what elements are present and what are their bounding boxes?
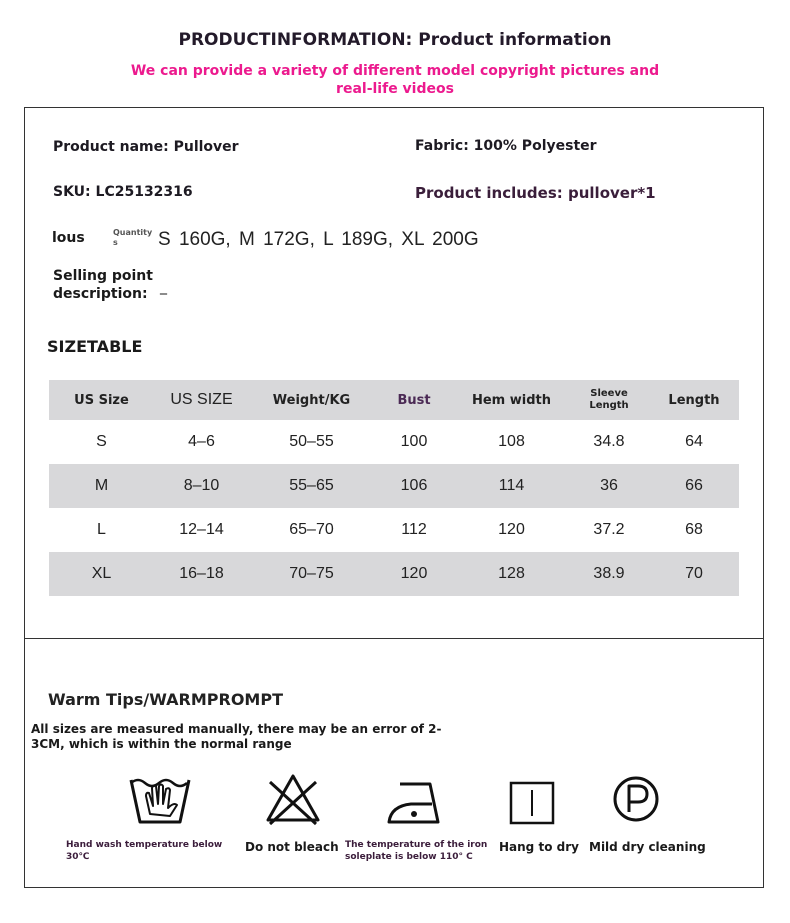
care-label-iron: The temperature of the iron soleplate is below 110° C xyxy=(345,840,488,862)
product-fabric: Fabric: 100% Polyester xyxy=(415,138,597,154)
table-cell: 4–6 xyxy=(188,433,215,450)
table-cell: 50–55 xyxy=(289,433,334,450)
weight-tiny-label: Quantity s xyxy=(113,228,153,247)
table-cell: 114 xyxy=(498,477,525,494)
product-name: Product name: Pullover xyxy=(53,139,239,155)
table-cell: 55–65 xyxy=(289,477,334,494)
dry-clean-icon xyxy=(611,774,661,824)
table-cell: 36 xyxy=(600,477,618,494)
table-row xyxy=(49,464,739,508)
weight-label: lous xyxy=(52,230,85,246)
care-label-hang: Hang to dry xyxy=(499,840,579,854)
table-cell: 70 xyxy=(685,565,703,582)
table-cell: 70–75 xyxy=(289,565,334,582)
table-cell: L xyxy=(97,521,106,538)
do-not-bleach-icon xyxy=(264,772,322,826)
warm-tips-heading: Warm Tips/WARMPROMPT xyxy=(48,690,283,709)
table-cell: M xyxy=(94,477,109,494)
warm-tips-text: All sizes are measured manually, there may be an error of 2-3CM, which is within the normal range xyxy=(31,722,442,751)
table-row xyxy=(49,552,739,596)
table-cell: 120 xyxy=(400,565,428,582)
care-label-hand-wash: Hand wash temperature below 30℃ xyxy=(66,840,223,862)
table-cell: XL xyxy=(91,565,112,582)
care-label-bleach: Do not bleach xyxy=(245,840,339,854)
table-row xyxy=(49,508,739,552)
table-row xyxy=(49,420,739,464)
col-weight: Weight/KG xyxy=(272,392,351,408)
table-cell: 38.9 xyxy=(593,565,625,582)
page-title: PRODUCTINFORMATION: Product information xyxy=(178,30,612,50)
col-us-size-range: US SIZE xyxy=(170,391,233,408)
table-cell: 64 xyxy=(685,433,703,450)
product-includes: Product includes: pullover*1 xyxy=(415,184,656,202)
table-cell: 65–70 xyxy=(289,521,334,538)
size-table-header-row xyxy=(49,380,739,420)
table-cell: 120 xyxy=(498,521,525,538)
size-table xyxy=(49,380,739,596)
product-sku: SKU: LC25132316 xyxy=(53,184,193,200)
table-cell: 112 xyxy=(401,521,427,538)
table-cell: 8–10 xyxy=(183,477,220,494)
size-table-heading: SIZETABLE xyxy=(47,337,143,356)
table-cell: 106 xyxy=(400,477,428,494)
selling-point-label: Selling point description: xyxy=(53,268,153,302)
selling-point-value: _ xyxy=(160,279,167,295)
iron-icon xyxy=(386,780,444,826)
hand-wash-icon xyxy=(128,774,192,826)
hang-dry-icon xyxy=(508,780,556,826)
table-cell: 37.2 xyxy=(593,521,625,538)
col-length: Length xyxy=(668,392,720,408)
col-hem-width: Hem width xyxy=(471,392,551,408)
col-us-size: US Size xyxy=(74,392,129,408)
table-cell: 66 xyxy=(685,477,703,494)
table-cell: 12–14 xyxy=(179,521,224,538)
table-cell: 68 xyxy=(685,521,703,538)
col-bust: Bust xyxy=(397,392,431,408)
table-cell: S xyxy=(96,433,107,450)
weight-values: S 160G, M 172G, L 189G, XL 200G xyxy=(158,229,479,250)
table-cell: 108 xyxy=(498,433,525,450)
col-sleeve-length: Sleeve Length xyxy=(589,388,629,411)
page-subtitle: We can provide a variety of different model copyright pictures and real-life videos xyxy=(130,63,660,97)
care-label-dry-clean: Mild dry cleaning xyxy=(589,840,706,854)
table-cell: 16–18 xyxy=(179,565,224,582)
table-cell: 100 xyxy=(400,433,428,450)
table-cell: 34.8 xyxy=(593,433,625,450)
table-cell: 128 xyxy=(498,565,525,582)
